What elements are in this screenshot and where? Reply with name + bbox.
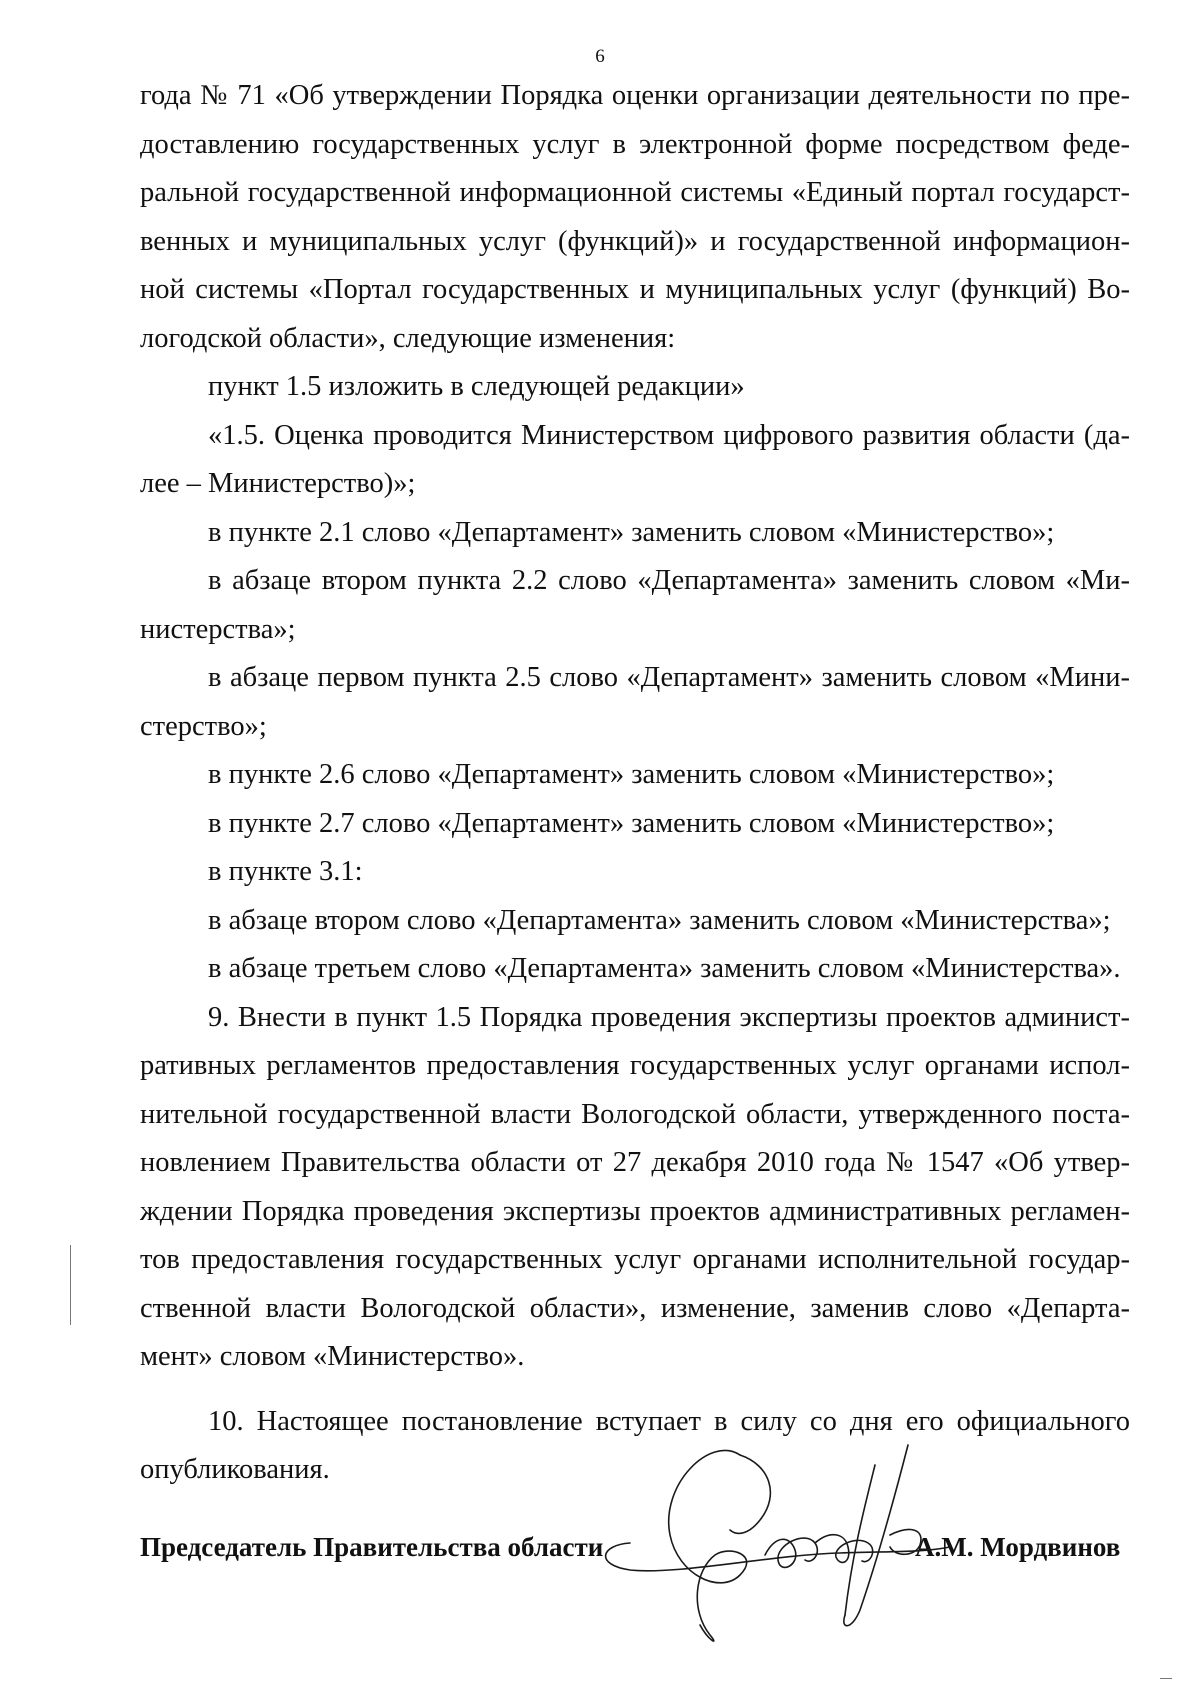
text-line: ральной государственной информационной системы «Единый портал государст- xyxy=(140,177,1130,208)
text-line: в пункте 3.1: xyxy=(208,856,363,887)
page-number: 6 xyxy=(595,46,605,67)
text-line: нительной государственной власти Вологодской области, утвержденного поста- xyxy=(140,1098,1130,1130)
text-line: 10. Настоящее постановление вступает в силу со дня его официального xyxy=(208,1405,1130,1437)
text-line: ственной власти Вологодской области», изменение, заменив слово «Департа- xyxy=(140,1292,1130,1324)
text-line: стерство»; xyxy=(140,710,267,742)
document-body xyxy=(140,72,1130,1495)
signatory-title: Председатель Правительства области xyxy=(140,1532,604,1562)
scan-edge-mark xyxy=(70,1245,71,1325)
text-line: в пункте 2.6 слово «Департамент» заменить словом «Министерство»; xyxy=(208,759,1055,790)
text-line: мент» словом «Министерство». xyxy=(140,1341,525,1372)
text-line: 9. Внести в пункт 1.5 Порядка проведения экспертизы проектов админист- xyxy=(208,1001,1130,1033)
text-line: доставлению государственных услуг в электронной форме посредством феде- xyxy=(140,128,1130,160)
text-line: венных и муниципальных услуг (функций)» и государственной информацион- xyxy=(140,225,1130,257)
text-line: «1.5. Оценка проводится Министерством цифрового развития области (да- xyxy=(208,419,1130,451)
text-line: в пункте 2.7 слово «Департамент» заменить словом «Министерство»; xyxy=(208,807,1055,839)
text-line: новлением Правительства области от 27 декабря 2010 года № 1547 «Об утвер- xyxy=(140,1147,1130,1178)
text-line: лее – Министерство)»; xyxy=(140,468,416,499)
text-line: ративных регламентов предоставления государственных услуг органами испол- xyxy=(140,1050,1130,1081)
text-line: пункт 1.5 изложить в следующей редакции» xyxy=(208,371,745,402)
text-line: ждении Порядка проведения экспертизы проектов административных регламен- xyxy=(140,1195,1130,1227)
text-line: в пункте 2.1 слово «Департамент» заменить словом «Министерство»; xyxy=(208,516,1055,548)
text-line: опубликования. xyxy=(140,1454,330,1485)
signatory-name: А.М. Мордвинов xyxy=(915,1532,1121,1562)
text-line: в абзаце втором слово «Департамента» заменить словом «Министерства»; xyxy=(208,904,1111,936)
text-line: ной системы «Портал государственных и муниципальных услуг (функций) Во- xyxy=(140,274,1130,305)
text-line: в абзаце первом пункта 2.5 слово «Департамент» заменить словом «Мини- xyxy=(208,662,1130,693)
text-line: логодской области», следующие изменения: xyxy=(140,322,676,354)
text-line: в абзаце втором пункта 2.2 слово «Департамента» заменить словом «Ми- xyxy=(208,565,1130,596)
text-line: тов предоставления государственных услуг органами исполнительной государ- xyxy=(140,1244,1130,1275)
text-line: в абзаце третьем слово «Департамента» заменить словом «Министерства». xyxy=(208,953,1121,984)
scan-edge-mark xyxy=(1160,1678,1172,1679)
text-line: нистерства»; xyxy=(140,613,296,645)
text-line: года № 71 «Об утверждении Порядка оценки организации деятельности по пре- xyxy=(140,80,1130,111)
handwritten-signature xyxy=(590,1425,970,1645)
